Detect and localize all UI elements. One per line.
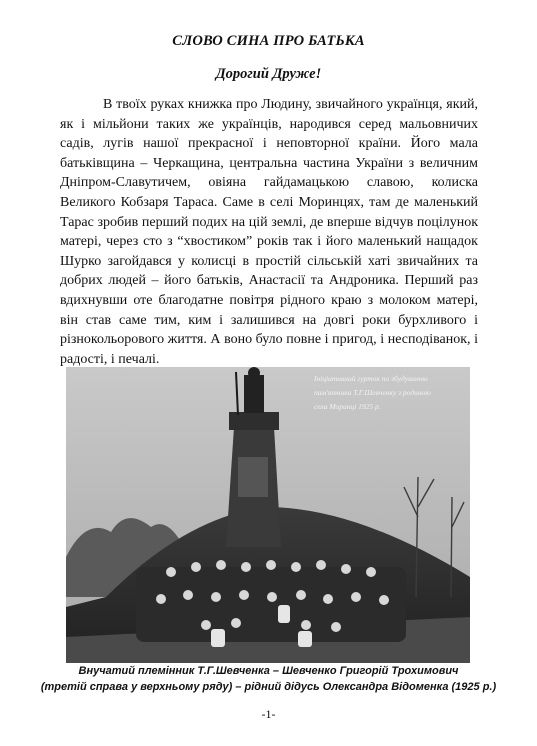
caption-line-1: Внучатий племінник Т.Г.Шевченка – Шевченко Григорій Трохимович: [78, 665, 459, 677]
page-title: СЛОВО СИНА ПРО БАТЬКА: [172, 33, 365, 49]
historical-photo: [66, 367, 470, 663]
page-number: -1-: [261, 707, 276, 721]
photo-inscription-line: пам'ятника Т.Г.Шевченку з родиною: [314, 388, 431, 397]
caption-line-2: (третій справа у верхньому ряду) – рідний дідусь Олександра Відоменка (1925 р.): [40, 681, 497, 693]
photo-inscription-line: села Моринці 1925 р.: [314, 402, 381, 411]
greeting: Дорогий Друже!: [215, 66, 322, 82]
group-photo-monument-icon: [66, 367, 470, 663]
photo-inscription-line: Ініціативний гурток по збудуванню: [314, 374, 428, 383]
body-paragraph: В твоїх руках книжка про Людину, звичайного українця, який, як і мільйони таких же українців, народився серед мальовничих садів, лугів нашої прекрасної і неповторної країни. Його мала батьківщина – Черкащина, центральна частина України з величним Дніпром-Славутичем, овіяна гайдамацькою славою, колиска Великого Кобзаря Тараса. Саме в селі Моринцях, там де маленький Тарас зробив перший подих на цій землі, де вперше відчув поцілунок матері, через сто з “хвостиком” років так і його маленький нащадок Шурко загойдався у колисці в простій сільській хаті звичайних та добрих людей – його батьків, Анастасії та Андроника. Перший раз вдихнувши оте благодатне повітря рідного краю з молоком матері, він став саме тим, ким і залишився на довгі роки бурхливого і різнокольорового життя. А воно було повне і пригод, і несподіванок, і радості, і печалі.: [60, 97, 478, 367]
photo-caption: [0, 663, 537, 695]
